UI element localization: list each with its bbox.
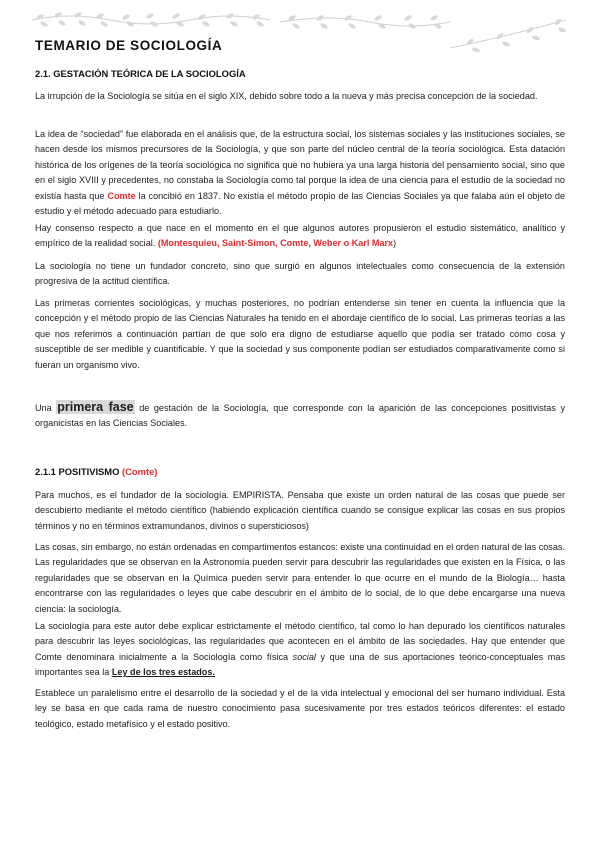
paragraph-consenso [35,221,565,252]
paragraph-idea-sociedad [35,127,565,219]
fisica-social-italic: social [292,651,316,662]
paragraph-primera-fase-text-b: de gestación de la Sociología, que corresponde con la aparición de las concepciones positivistas y organicistas en las Ciencias Sociales. [35,403,565,429]
paragraph-fundador-empirista: Para muchos, es el fundador de la sociología. EMPIRISTA. Pensaba que existe un orden natural de las cosas que puede ser descubierto mediante el método científico (habiendo explicación científica cuando se consigue explicar las cosas en sus propios términos y no en términos extramundanos, divinos o supersticiosos) [35,490,565,531]
paragraph-metodo-cientifico [35,619,565,681]
paragraph-consenso-text-a: Hay consenso respecto a que nace en el momento en el que algunos autores propusieron el estudio sistemático, analítico y empírico de la realidad social. [35,223,565,249]
section-heading: 2.1. GESTACIÓN TEÓRICA DE LA SOCIOLOGÍA [35,68,246,79]
paragraph-primera-fase [35,400,565,432]
paragraph-consenso-text-b: ) [393,238,397,249]
primera-fase-highlight: primera fase [57,400,134,414]
paragraph-irrupcion: La irrupción de la Sociología se sitúa en el siglo XIX, debido sobre todo a la nueva y más precisa concepción de la sociedad. [35,91,538,101]
paragraph-metodo-text-a: La sociología para este autor debe explicar estrictamente el método científico, tal como lo han depurado los científicos naturales para descubrir las leyes sociológicas, las regularidades que acontecen en el ámbito de las sociedades. Hay que entender que Comte denominara inicialmente a la Sociología como física [35,621,565,662]
paragraph-idea-sociedad-text-a: La idea de “sociedad” fue elaborada en el análisis que, de la estructura social, los sistemas sociales y las instituciones sociales, se hacen desde los mismos precursores de la Sociología, y que son parte del núcleo central de la teoría sociológica. Esta datación histórica de los orígenes de la teoría sociológica no significa que no hubiera ya una larga historia del pensamiento social, sino que en el siglo XVIII y precedentes, no constaba la Sociología como tal porque la idea de una ciencia para el estudio de la sociedad no existía hasta que [35,129,565,201]
comte-highlight: Comte [107,190,136,201]
paragraph-metodo-text-b: y que una de sus aportaciones teórico-conceptuales mas importantes sea la [35,651,565,678]
paragraph-fundador: La sociología no tiene un fundador concreto, sino que surgió en algunos intelectuales como consecuencia de la extensión progresiva de la actitud científica. [35,261,565,287]
document-title: TEMARIO DE SOCIOLOGÍA [35,38,223,53]
subheading-positivismo [35,466,157,477]
subheading-positivismo-label: 2.1.1 POSITIVISMO [35,466,123,477]
paragraph-primera-fase-text-a: Una [35,403,57,413]
paragraph-paralelismo: Establece un paralelismo entre el desarrollo de la sociedad y el de la vida intelectual y emocional del ser humano individual. Esta ley se basa en que cada rama de nuestro conocimiento pasa sucesivamente por tres estados teóricos diferentes: el estado teológico, estado metafísico y el estado positivo. [35,688,565,729]
ley-tres-estados: Ley de los tres estados. [111,667,215,678]
paragraph-corrientes: Las primeras corrientes sociológicas, y muchas posteriores, no podrían entenderse sin tener en cuenta la influencia que la concepción y el método propio de las Ciencias Naturales ha tenido en el abordaje científico de lo social. Las primeras teorías a las que nos referimos a continuación partían de que solo era digno de estudiarse aquello que podía ser tratado como cosa y susceptible de ser medible y cuantificable. Y que la sociedad y sus componente podían ser estudiados comparativamente como si fueran un organismo vivo. [35,298,565,370]
leaf-garland-decoration [30,8,570,62]
subheading-comte: (Comte) [122,466,158,477]
paragraph-idea-sociedad-text-b: la concibió en 1837. No existía el método propio de las Ciencias Sociales ya que falaba aún el objeto de estudio y el método adecuado para estudiarlo. [35,190,566,217]
authors-list: (Montesquieu, Saint-Simon, Comte, Weber o Karl Marx [157,238,394,249]
paragraph-continuidad: Las cosas, sin embargo, no están ordenadas en compartimentos estancos: existe una continuidad en el orden natural de las cosas. Las regularidades que se observan en la Astronomía pueden servir para descubrir las regularidades que existen en la Física, o las regularidades que se observan en la Química pueden servir para entender lo que ocurre en el mundo de la Biología… hasta encontrarse con las regularidades o leyes que cabe descubrir en el ámbito de lo social, de lo que debe encargarse una nueva ciencia: la sociología. [35,542,565,614]
